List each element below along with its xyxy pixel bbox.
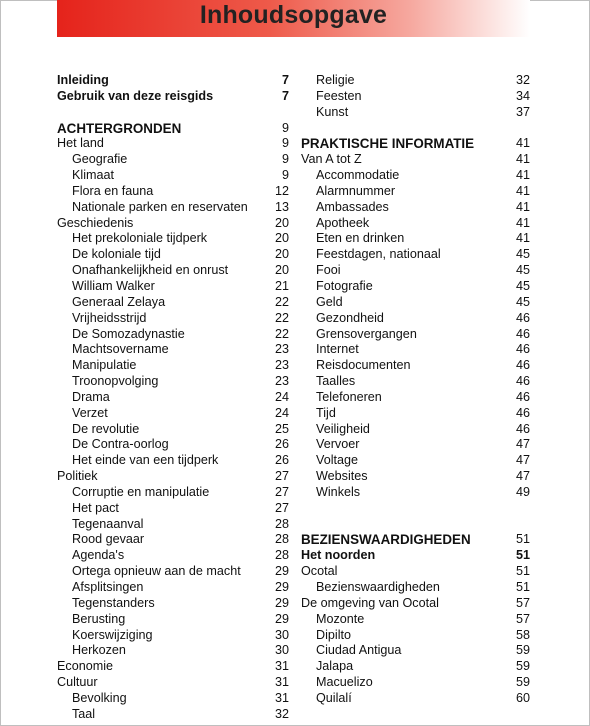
- toc-entry-page-number: 23: [274, 358, 289, 373]
- toc-entry-page-number: 58: [515, 627, 530, 642]
- toc-entry-page-number: 7: [281, 88, 289, 103]
- toc-entry-title: Manipulatie: [72, 358, 137, 373]
- toc-entry-title: Klimaat: [72, 168, 114, 183]
- toc-entry[interactable]: [57, 231, 289, 247]
- toc-entry-title: Economie: [57, 659, 114, 674]
- toc-entry-page-number: 13: [274, 199, 289, 214]
- toc-entry-page-number: 46: [515, 342, 530, 357]
- toc-entry[interactable]: [301, 564, 530, 580]
- toc-entry-title: Vervoer: [316, 437, 360, 452]
- toc-entry[interactable]: [301, 374, 530, 390]
- toc-entry-page-number: 32: [274, 706, 289, 721]
- toc-entry[interactable]: [57, 342, 289, 358]
- toc-entry[interactable]: [57, 517, 289, 533]
- toc-entry-title: Generaal Zelaya: [72, 294, 166, 309]
- toc-entry-page-number: 46: [515, 421, 530, 436]
- toc-entry-page-number: 46: [515, 358, 530, 373]
- toc-entry-page-number: 31: [274, 675, 289, 690]
- toc-entry-title: Van A tot Z: [301, 152, 362, 167]
- toc-entry-title: Flora en fauna: [72, 183, 154, 198]
- toc-entry[interactable]: [57, 691, 289, 707]
- toc-entry[interactable]: [301, 691, 530, 707]
- toc-entry[interactable]: [57, 422, 289, 438]
- toc-entry[interactable]: [57, 216, 289, 232]
- toc-entry-title: De omgeving van Ocotal: [301, 595, 439, 610]
- toc-entry-title: Vrijheidsstrijd: [72, 310, 147, 325]
- toc-entry[interactable]: [57, 675, 289, 691]
- toc-entry-title: Alarmnummer: [316, 183, 396, 198]
- toc-entry-title: Eten en drinken: [316, 231, 405, 246]
- toc-entry-title: Fotografie: [316, 278, 373, 293]
- toc-entry-title: Reisdocumenten: [316, 358, 411, 373]
- toc-entry-title: Geld: [316, 294, 343, 309]
- toc-entry[interactable]: [301, 295, 530, 311]
- toc-entry[interactable]: [301, 105, 530, 121]
- toc-entry[interactable]: [301, 485, 530, 501]
- toc-entry-title: Gebruik van deze reisgids: [57, 88, 214, 103]
- toc-entry-page-number: 29: [274, 595, 289, 610]
- toc-entry[interactable]: [57, 485, 289, 501]
- toc-entry[interactable]: [57, 453, 289, 469]
- toc-entry[interactable]: [301, 643, 530, 659]
- toc-entry[interactable]: [57, 532, 289, 548]
- toc-entry-title: Corruptie en manipulatie: [72, 484, 210, 499]
- toc-entry-title: ACHTERGRONDEN: [57, 120, 182, 136]
- toc-entry-title: Accommodatie: [316, 168, 400, 183]
- toc-entry-title: Cultuur: [57, 675, 98, 690]
- toc-entry-title: Kunst: [316, 104, 349, 119]
- toc-entry[interactable]: [301, 390, 530, 406]
- toc-entry-page-number: 22: [274, 310, 289, 325]
- toc-entry[interactable]: [301, 659, 530, 675]
- toc-entry[interactable]: [301, 437, 530, 453]
- toc-entry-title: Onafhankelijkheid en onrust: [72, 263, 229, 278]
- toc-entry-title: Het pact: [72, 500, 119, 515]
- toc-entry-title: Herkozen: [72, 643, 126, 658]
- toc-entry-page-number: 57: [515, 595, 530, 610]
- toc-entry[interactable]: [301, 168, 530, 184]
- toc-entry-title: Drama: [72, 389, 110, 404]
- toc-entry-title: Het land: [57, 136, 104, 151]
- toc-entry-page-number: 27: [274, 469, 289, 484]
- toc-entry[interactable]: [57, 247, 289, 263]
- toc-entry-page-number: 41: [515, 183, 530, 198]
- toc-entry-page-number: 20: [274, 215, 289, 230]
- toc-entry-page-number: 9: [281, 120, 289, 135]
- toc-entry-page-number: 23: [274, 342, 289, 357]
- toc-entry-page-number: 24: [274, 405, 289, 420]
- toc-entry-title: Troonopvolging: [72, 374, 159, 389]
- toc-entry-title: De Somozadynastie: [72, 326, 185, 341]
- toc-entry[interactable]: [301, 342, 530, 358]
- toc-entry[interactable]: [301, 152, 530, 168]
- toc-entry-page-number: 28: [274, 548, 289, 563]
- toc-entry-page-number: 9: [281, 152, 289, 167]
- toc-entry-title: Veiligheid: [316, 421, 370, 436]
- toc-entry-page-number: 46: [515, 326, 530, 341]
- toc-entry-page-number: 29: [274, 564, 289, 579]
- toc-entry-page-number: 46: [515, 405, 530, 420]
- toc-entry-page-number: 59: [515, 659, 530, 674]
- toc-entry-title: De revolutie: [72, 421, 140, 436]
- toc-entry-title: Het noorden: [301, 548, 376, 563]
- toc-spacer: [57, 105, 289, 121]
- toc-entry-title: William Walker: [72, 278, 155, 293]
- toc-entry-page-number: 49: [515, 484, 530, 499]
- toc-entry[interactable]: [57, 707, 289, 723]
- toc-entry[interactable]: [301, 231, 530, 247]
- toc-entry-title: Tegenstanders: [72, 595, 155, 610]
- toc-entry-title: Machtsovername: [72, 342, 169, 357]
- toc-entry-page-number: 59: [515, 643, 530, 658]
- toc-entry[interactable]: [57, 406, 289, 422]
- toc-entry-title: Fooi: [316, 263, 341, 278]
- toc-entry-page-number: 41: [515, 215, 530, 230]
- toc-entry-page-number: 59: [515, 675, 530, 690]
- toc-entry-title: Taalles: [316, 374, 356, 389]
- page-title: Inhoudsopgave: [199, 1, 388, 29]
- toc-entry[interactable]: [57, 184, 289, 200]
- toc-entry[interactable]: [301, 247, 530, 263]
- toc-entry[interactable]: [57, 548, 289, 564]
- toc-entry-page-number: 51: [515, 532, 530, 547]
- toc-entry-page-number: 27: [274, 500, 289, 515]
- toc-entry-page-number: 24: [274, 389, 289, 404]
- toc-entry[interactable]: [57, 200, 289, 216]
- toc-entry[interactable]: [57, 437, 289, 453]
- toc-entry-page-number: 51: [515, 564, 530, 579]
- toc-entry-page-number: 41: [515, 168, 530, 183]
- toc-entry[interactable]: [57, 612, 289, 628]
- toc-entry-page-number: 28: [274, 532, 289, 547]
- toc-entry[interactable]: [57, 295, 289, 311]
- toc-entry-title: Jalapa: [316, 659, 354, 674]
- toc-entry[interactable]: [57, 643, 289, 659]
- toc-entry[interactable]: [301, 612, 530, 628]
- toc-entry-page-number: 29: [274, 611, 289, 626]
- toc-entry[interactable]: [57, 136, 289, 152]
- toc-entry-title: Gezondheid: [316, 310, 384, 325]
- toc-spacer: [301, 517, 530, 533]
- toc-entry[interactable]: [57, 564, 289, 580]
- toc-entry[interactable]: [57, 358, 289, 374]
- toc-entry[interactable]: [301, 184, 530, 200]
- toc-entry-title: PRAKTISCHE INFORMATIE: [301, 136, 475, 152]
- toc-entry-page-number: 47: [515, 453, 530, 468]
- toc-entry[interactable]: [301, 596, 530, 612]
- toc-entry[interactable]: [57, 628, 289, 644]
- toc-entry-page-number: 31: [274, 690, 289, 705]
- toc-entry[interactable]: [57, 152, 289, 168]
- toc-entry-title: Ocotal: [301, 564, 338, 579]
- toc-entry-title: Het einde van een tijdperk: [72, 453, 219, 468]
- toc-entry[interactable]: [57, 168, 289, 184]
- toc-entry-page-number: 20: [274, 231, 289, 246]
- toc-entry-page-number: 41: [515, 231, 530, 246]
- toc-entry-title: Berusting: [72, 611, 126, 626]
- toc-entry-page-number: 51: [515, 580, 530, 594]
- toc-entry[interactable]: [301, 73, 530, 89]
- toc-entry-title: Voltage: [316, 453, 359, 468]
- toc-entry-title: Mozonte: [316, 611, 365, 626]
- toc-entry-page-number: 46: [515, 374, 530, 389]
- toc-entry[interactable]: [301, 358, 530, 374]
- toc-entry[interactable]: [301, 580, 530, 596]
- toc-entry[interactable]: [301, 422, 530, 438]
- toc-entry-title: De koloniale tijd: [72, 247, 161, 262]
- toc-entry-title: Agenda's: [72, 548, 125, 563]
- toc-entry[interactable]: [301, 216, 530, 232]
- toc-entry-page-number: 20: [274, 263, 289, 278]
- toc-entry-title: Feestdagen, nationaal: [316, 247, 441, 262]
- toc-entry-page-number: 45: [515, 263, 530, 278]
- toc-entry[interactable]: [57, 390, 289, 406]
- toc-entry[interactable]: [301, 200, 530, 216]
- toc-entry-page-number: 32: [515, 73, 530, 87]
- toc-entry[interactable]: [57, 89, 289, 105]
- toc-entry-title: Geografie: [72, 152, 128, 167]
- toc-entry-page-number: 45: [515, 294, 530, 309]
- toc-section-heading[interactable]: [301, 136, 530, 152]
- toc-entry[interactable]: [57, 580, 289, 596]
- toc-entry-page-number: 30: [274, 627, 289, 642]
- toc-entry[interactable]: [301, 548, 530, 564]
- toc-entry-page-number: 26: [274, 437, 289, 452]
- toc-entry[interactable]: [301, 263, 530, 279]
- toc-entry-title: Het prekoloniale tijdperk: [72, 231, 208, 246]
- toc-entry-page-number: 41: [515, 136, 530, 151]
- toc-entry-page-number: 45: [515, 247, 530, 262]
- toc-spacer: [301, 501, 530, 517]
- toc-right-column: [301, 73, 530, 707]
- toc-entry[interactable]: [301, 628, 530, 644]
- toc-entry[interactable]: [57, 327, 289, 343]
- toc-section-heading[interactable]: [301, 532, 530, 548]
- toc-entry-title: Internet: [316, 342, 359, 357]
- toc-entry-title: Religie: [316, 73, 355, 87]
- toc-entry-page-number: 41: [515, 152, 530, 167]
- toc-entry-page-number: 27: [274, 484, 289, 499]
- toc-entry-page-number: 46: [515, 310, 530, 325]
- toc-entry-page-number: 23: [274, 374, 289, 389]
- toc-entry-page-number: 29: [274, 580, 289, 594]
- toc-entry-title: Geschiedenis: [57, 215, 134, 230]
- toc-entry-title: Winkels: [316, 484, 361, 499]
- toc-entry[interactable]: [57, 73, 289, 89]
- toc-entry-page-number: 45: [515, 278, 530, 293]
- toc-entry-page-number: 46: [515, 389, 530, 404]
- toc-entry-title: Bezienswaardigheden: [316, 580, 440, 594]
- toc-entry-title: Tijd: [316, 405, 336, 420]
- toc-entry-title: Nationale parken en reservaten: [72, 199, 248, 214]
- toc-entry[interactable]: [57, 596, 289, 612]
- toc-entry-title: Rood gevaar: [72, 532, 145, 547]
- toc-entry-title: Ciudad Antigua: [316, 643, 402, 658]
- toc-entry-page-number: 57: [515, 611, 530, 626]
- toc-entry-title: Inleiding: [57, 73, 109, 87]
- toc-entry[interactable]: [301, 469, 530, 485]
- toc-entry-title: Verzet: [72, 405, 108, 420]
- toc-entry[interactable]: [301, 675, 530, 691]
- toc-entry-page-number: 37: [515, 104, 530, 119]
- toc-entry-page-number: 47: [515, 437, 530, 452]
- toc-entry[interactable]: [301, 453, 530, 469]
- toc-entry-page-number: 31: [274, 659, 289, 674]
- toc-entry-title: BEZIENSWAARDIGHEDEN: [301, 532, 471, 548]
- toc-entry-title: Ortega opnieuw aan de macht: [72, 564, 241, 579]
- toc-entry[interactable]: [57, 659, 289, 675]
- toc-section-heading[interactable]: [57, 121, 289, 137]
- toc-entry-page-number: 12: [274, 183, 289, 198]
- toc-entry-page-number: 51: [515, 548, 530, 563]
- toc-entry-page-number: 47: [515, 469, 530, 484]
- toc-entry-title: Grensovergangen: [316, 326, 417, 341]
- toc-spacer: [301, 121, 530, 137]
- toc-entry[interactable]: [301, 89, 530, 105]
- toc-entry-page-number: 22: [274, 294, 289, 309]
- toc-entry[interactable]: [57, 501, 289, 517]
- toc-entry[interactable]: [57, 279, 289, 295]
- toc-entry[interactable]: [301, 406, 530, 422]
- toc-entry-title: Feesten: [316, 88, 362, 103]
- toc-left-column: [57, 73, 289, 723]
- toc-entry[interactable]: [301, 311, 530, 327]
- toc-entry[interactable]: [301, 327, 530, 343]
- toc-entry-title: Websites: [316, 469, 368, 484]
- toc-entry-title: Afsplitsingen: [72, 580, 144, 594]
- toc-entry-title: Macuelizo: [316, 675, 373, 690]
- toc-entry-title: De Contra-oorlog: [72, 437, 169, 452]
- toc-entry-title: Quilalí: [316, 690, 352, 705]
- toc-entry-page-number: 9: [281, 168, 289, 183]
- toc-entry[interactable]: [57, 263, 289, 279]
- toc-entry-title: Koerswijziging: [72, 627, 153, 642]
- toc-entry-title: Taal: [72, 706, 96, 721]
- toc-entry-title: Bevolking: [72, 690, 127, 705]
- toc-entry-page-number: 34: [515, 88, 530, 103]
- toc-entry-title: Telefoneren: [316, 389, 382, 404]
- toc-entry-page-number: 9: [281, 136, 289, 151]
- toc-entry-title: Politiek: [57, 469, 98, 484]
- toc-entry-title: Apotheek: [316, 215, 370, 230]
- toc-entry-page-number: 7: [281, 73, 289, 87]
- toc-entry[interactable]: [57, 311, 289, 327]
- toc-entry-page-number: 22: [274, 326, 289, 341]
- toc-entry-page-number: 20: [274, 247, 289, 262]
- toc-entry-page-number: 30: [274, 643, 289, 658]
- toc-entry-page-number: 26: [274, 453, 289, 468]
- toc-entry-page-number: 21: [274, 278, 289, 293]
- toc-entry-title: Tegenaanval: [72, 516, 144, 531]
- title-banner: [57, 0, 530, 37]
- toc-entry-page-number: 28: [274, 516, 289, 531]
- toc-entry-page-number: 60: [515, 690, 530, 705]
- toc-entry-title: Dipilto: [316, 627, 351, 642]
- toc-entry[interactable]: [301, 279, 530, 295]
- toc-entry-page-number: 25: [274, 421, 289, 436]
- toc-entry-title: Ambassades: [316, 199, 389, 214]
- toc-entry[interactable]: [57, 374, 289, 390]
- toc-entry[interactable]: [57, 469, 289, 485]
- toc-entry-page-number: 41: [515, 199, 530, 214]
